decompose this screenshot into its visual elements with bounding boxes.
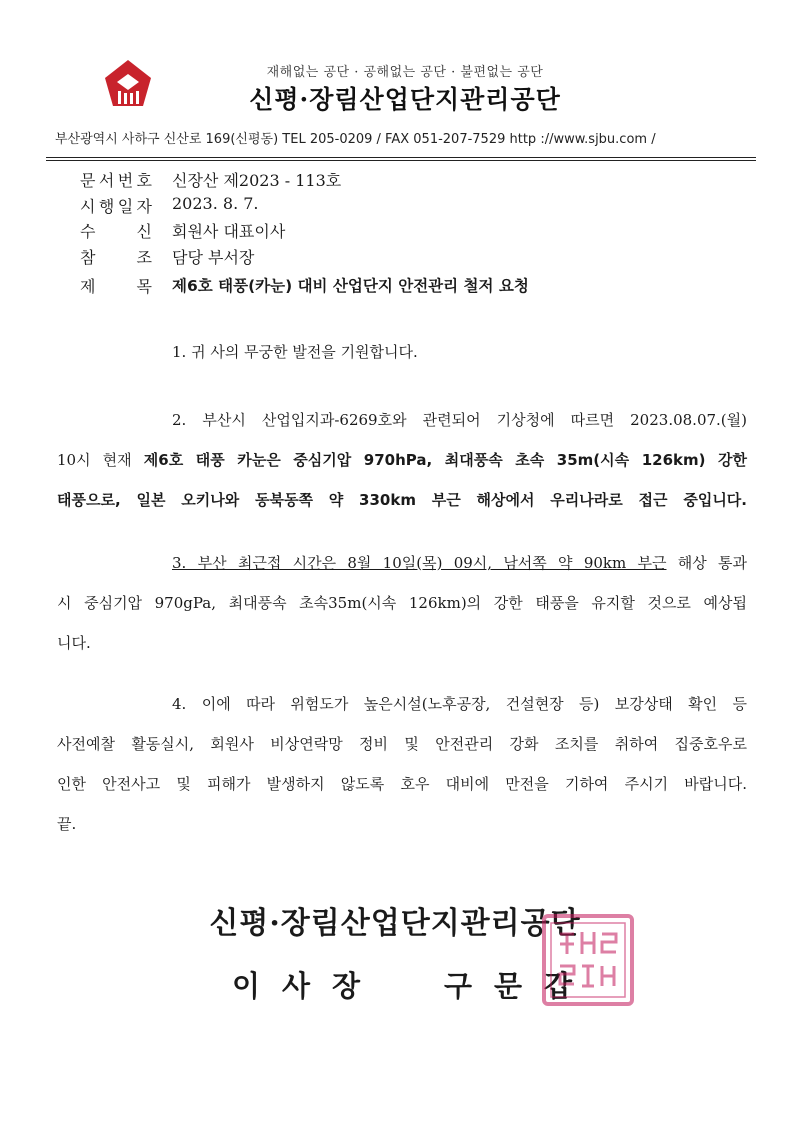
paragraph-3 xyxy=(57,543,747,663)
official-seal-stamp xyxy=(538,910,638,1010)
meta-value-subject: 제6호 태풍(카눈) 대비 산업단지 안전관리 철저 요청 xyxy=(172,277,529,295)
contact-info: 부산광역시 사하구 신산로 169(신평동) TEL 205-0209 / FAX 051-207-7529 http ://www.sjbu.com / xyxy=(55,132,656,147)
paragraph-3-line-2: 시 중심기압 970gPa, 최대풍속 초속35m(시속 126km)의 강한 태풍을 유지할 것으로 예상됩 xyxy=(57,594,747,612)
paragraph-4-line-3: 인한 안전사고 및 피해가 발생하지 않도록 호우 대비에 만전을 기하여 주시기 바랍니다. xyxy=(57,775,747,793)
paragraph-2-line-2-bold: 제6호 태풍 카눈은 중심기압 970hPa, 최대풍속 초속 35m(시속 126km) 강한 xyxy=(143,451,748,469)
paragraph-4-line-1: 4. 이에 따라 위험도가 높은시설(노후공장, 건설현장 등) 보강상태 확인 등 xyxy=(172,695,747,713)
meta-value-recipient: 회원사 대표이사 xyxy=(172,222,286,241)
signature-director: 이 사 장 구 문 갑 xyxy=(232,969,572,1003)
paragraph-2 xyxy=(57,400,747,520)
paragraph-2-line-2-plain: 10시 현재 xyxy=(57,451,144,469)
header-divider-top xyxy=(46,157,756,158)
paragraph-4-line-2: 사전예찰 활동실시, 회원사 비상연락망 정비 및 안전관리 강화 조치를 취하여 집중호우로 xyxy=(57,735,747,753)
paragraph-3-line-1-rest: 해상 통과 xyxy=(666,554,747,572)
meta-value-date: 2023. 8. 7. xyxy=(172,194,259,213)
paragraph-3-line-1-underlined: 3. 부산 최근접 시간은 8월 10일(목) 09시, 남서쪽 약 90km 부근 xyxy=(172,554,667,572)
paragraph-4 xyxy=(57,684,747,844)
paragraph-1-line: 1. 귀 사의 무궁한 발전을 기원합니다. xyxy=(172,343,418,361)
meta-label-reference: 참 조 xyxy=(80,248,152,267)
meta-value-reference: 담당 부서장 xyxy=(172,248,255,267)
organization-title: 신평·장림산업단지관리공단 xyxy=(249,85,561,114)
organization-motto: 재해없는 공단 · 공해없는 공단 · 불편없는 공단 xyxy=(266,65,544,80)
paragraph-2-line-3: 태풍으로, 일본 오키나와 동북동쪽 약 330km 부근 해상에서 우리나라로 접근 중입니다. xyxy=(57,491,747,509)
meta-label-recipient: 수 신 xyxy=(80,222,152,241)
paragraph-2-line-2 xyxy=(57,440,747,480)
meta-label-date: 시 행 일 자 xyxy=(80,197,152,216)
paragraph-3-line-1 xyxy=(57,543,747,583)
paragraph-4-end-mark: 끝. xyxy=(57,815,77,833)
header-divider-bottom xyxy=(46,160,756,161)
paragraph-2-line-1: 2. 부산시 산업입지과-6269호와 관련되어 기상청에 따르면 2023.08.07.(월) xyxy=(172,411,747,429)
organization-logo-icon xyxy=(103,58,153,108)
meta-label-doc-number: 문 서 번 호 xyxy=(80,171,152,190)
meta-value-doc-number: 신장산 제2023 - 113호 xyxy=(172,171,342,190)
signature-organization: 신평·장림산업단지관리공단 xyxy=(209,906,581,941)
paragraph-1 xyxy=(57,332,747,372)
meta-label-subject: 제 목 xyxy=(80,277,152,296)
paragraph-3-line-3: 니다. xyxy=(57,634,91,652)
